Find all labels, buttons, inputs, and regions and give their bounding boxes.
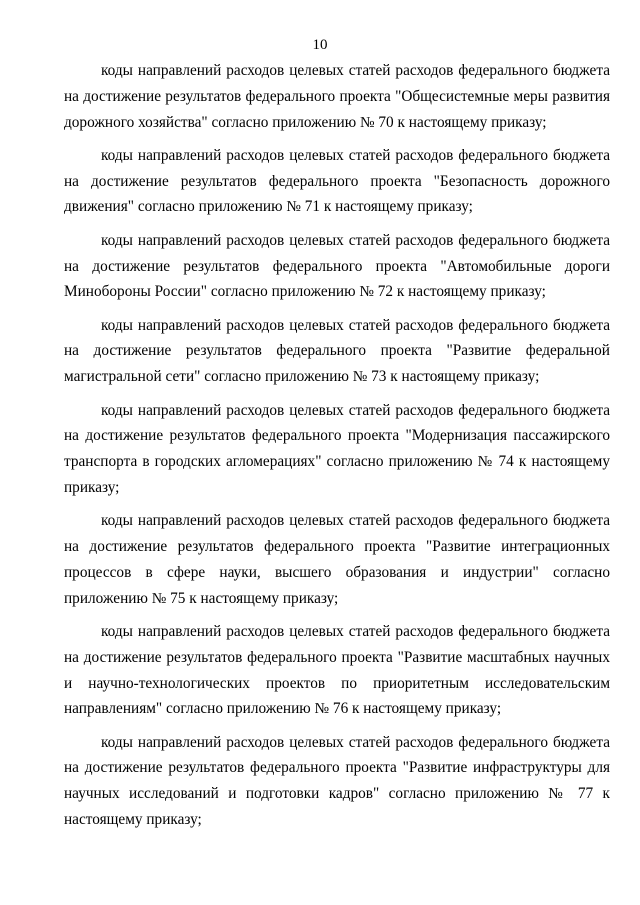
- paragraph-appendix-72: коды направлений расходов целевых статей расходов федерального бюджета на достижение результатов федерального проекта "Автомобильные дороги Минобороны России" согласно приложению № 72 к настоящему приказу;: [64, 231, 610, 301]
- paragraph-appendix-71: коды направлений расходов целевых статей расходов федерального бюджета на достижение результатов федерального проекта "Безопасность дорожного движения" согласно приложению № 71 к настоящему приказу;: [64, 146, 610, 216]
- document-body: [64, 58, 610, 840]
- page-number: 10: [312, 37, 328, 53]
- paragraph-appendix-75: коды направлений расходов целевых статей расходов федерального бюджета на достижение результатов федерального проекта "Развитие интеграционных процессов в сфере науки, высшего образования и индустрии" согласно приложению № 75 к настоящему приказу;: [64, 512, 610, 607]
- paragraph-appendix-76: коды направлений расходов целевых статей расходов федерального бюджета на достижение результатов федерального проекта "Развитие масштабных научных и научно-технологических проектов по приоритетным исследовательским направлениям" согласно приложению № 76 к настоящему приказу;: [64, 622, 610, 718]
- paragraph-appendix-70: коды направлений расходов целевых статей расходов федерального бюджета на достижение результатов федерального проекта "Общесистемные меры развития дорожного хозяйства" согласно приложению № 70 к настоящему приказу;: [64, 62, 610, 131]
- paragraph-appendix-77: коды направлений расходов целевых статей расходов федерального бюджета на достижение результатов федерального проекта "Развитие инфраструктуры для научных исследований и подготовки кадров" согласно приложению № 77 к настоящему приказу;: [64, 733, 610, 829]
- paragraph-appendix-74: коды направлений расходов целевых статей расходов федерального бюджета на достижение результатов федерального проекта "Модернизация пассажирского транспорта в городских агломерациях" согласно приложению № 74 к настоящему приказу;: [64, 401, 610, 496]
- paragraph-appendix-73: коды направлений расходов целевых статей расходов федерального бюджета на достижение результатов федерального проекта "Развитие федеральной магистральной сети" согласно приложению № 73 к настоящему приказу;: [64, 316, 610, 386]
